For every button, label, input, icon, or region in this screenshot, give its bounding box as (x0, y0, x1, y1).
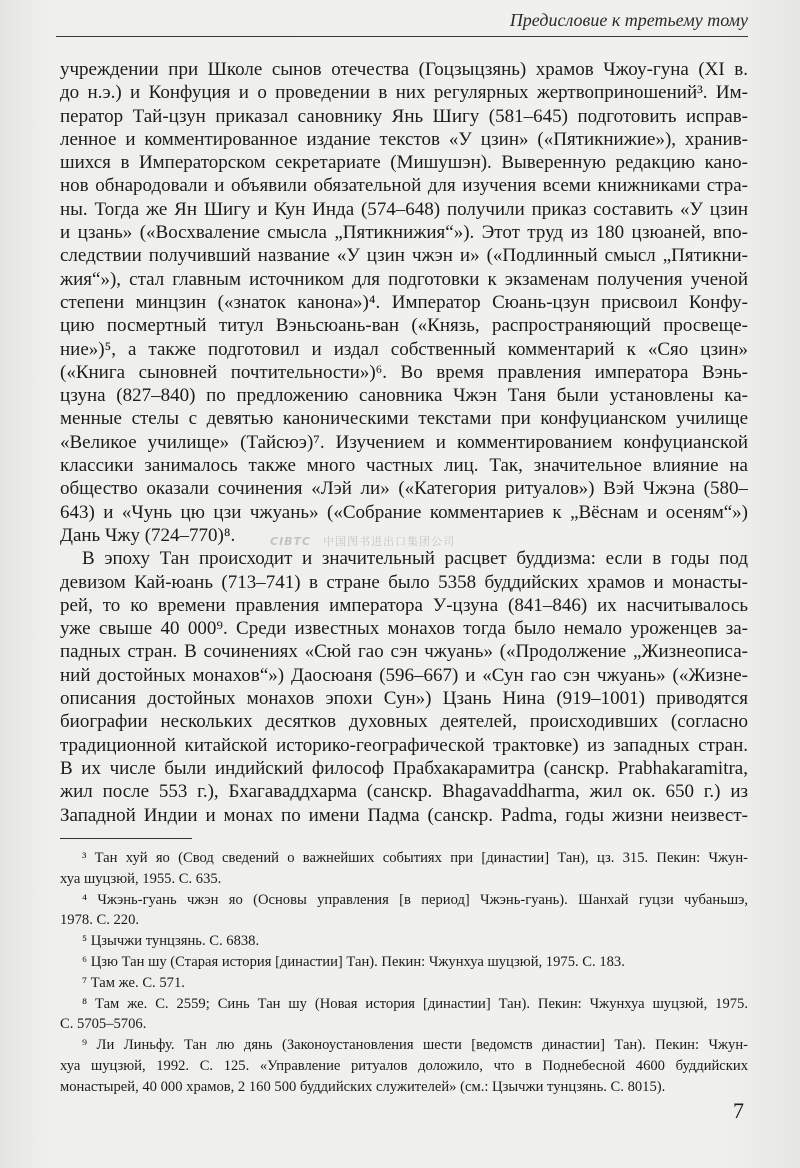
body-line: («Книга сыновней почтительности»)⁶. Во время правления императора Вэнь- (60, 361, 748, 383)
page-number: 7 (733, 1098, 744, 1123)
body-line: общество оказали сочинения «Лэй ли» («Категория ритуалов») Вэй Чжэна (580– (60, 478, 748, 500)
footnote-line: монастырей, 40 000 храмов, 2 160 500 буддийских служителей» (см.: Цзычжи тунцзянь. С. 8015). (60, 1078, 666, 1095)
body-line: цию посмертный титул Вэньсюань-ван («Князь, распространяющий просвеще- (60, 315, 748, 337)
body-line: и цзань» («Восхваление смысла „Пятикнижия“»). Этот труд из 180 цзюаней, впо- (60, 222, 748, 244)
footnotes (60, 848, 748, 1098)
body-line: учреждении при Школе сынов отечества (Гоцзыцзянь) храмов Чжоу-гуна (XI в. (60, 59, 748, 80)
main-text (60, 58, 748, 827)
footnote-line: С. 5705–5706. (60, 1016, 147, 1033)
footnote-line: ⁴ Чжэнь-гуань чжэн яо (Основы управления [в период] Чжэнь-гуань). Шанхай гуцзи чубаньшэ, (82, 891, 748, 908)
body-line: Западной Индии и монах по имени Падма (санскр. Padma, годы жизни неизвест- (60, 804, 748, 826)
body-line: нов обнародовали и объявили обязательной для изучения всеми книжниками стра- (60, 175, 748, 197)
body-line: следствии получивший название «У цзин чжэн и» («Подлинный смысл „Пятикни- (60, 245, 748, 267)
body-line: ны. Тогда же Ян Шигу и Кун Инда (574–648) получили приказ составить «У цзин (60, 198, 748, 220)
body-line: жил после 553 г.), Бхагаваддхарма (санскр. Bhagavaddharma, жил ок. 650 г.) из (60, 781, 748, 803)
footnote-line: ⁸ Там же. С. 2559; Синь Тан шу (Новая история [династии] Тан). Пекин: Чжунхуа шуцзюй, 1975. (82, 995, 748, 1012)
body-line: менные стелы с девятью каноническими текстами при конфуцианском училище (60, 408, 748, 430)
body-line: традиционной китайской историко-географической трактовке) из западных стран. (60, 734, 748, 756)
body-line: ператор Тай-цзун приказал сановнику Янь Шигу (581–645) подготовить исправ- (60, 105, 748, 127)
body-line: классики занималось также много частных лиц. Так, значительное влияние на (60, 455, 748, 477)
body-line: Дань Чжу (724–770)⁸. (60, 524, 236, 546)
watermark (270, 533, 455, 549)
body-line: ний достойных монахов“») Даосюаня (596–667) и «Сун гао сэн чжуань» («Жизне- (60, 664, 748, 686)
body-line: В их числе были индийский философ Прабхакарамитра (санскр. Prabhakaramitra, (60, 757, 748, 779)
footnote-line: ⁷ Там же. С. 571. (82, 974, 185, 991)
watermark-text: 中国图书进出口集团公司 (323, 535, 456, 548)
body-line: описания достойных монахов эпохи Сун») Цзань Нина (919–1001) приводятся (60, 688, 748, 710)
footnote-separator (60, 838, 192, 839)
body-line: падных стран. В сочинениях «Сюй гао сэн чжуань» («Продолжение „Жизнеописа- (60, 641, 748, 663)
body-line: до н.э.) и Конфуция и о проведении в них регулярных жертвоприношений³. Им- (60, 82, 748, 104)
running-head: Предисловие к третьему тому (509, 10, 748, 30)
footnote-line: хуа шуцзюй, 1955. С. 635. (60, 870, 222, 887)
body-line: цзуна (827–840) по предложению сановника Чжэн Таня были установлены ка- (60, 385, 748, 407)
body-line: девизом Кай-юань (713–741) в стране было 5358 буддийских храмов и монасты- (60, 571, 748, 593)
body-line: ние»)⁵, а также подготовил и издал собственный комментарий к «Сяо цзин» (60, 338, 748, 360)
body-line: шихся в Императорском секретариате (Мишушэн). Выверенную редакцию кано- (60, 152, 748, 174)
footnote-line: хуа шуцзюй, 1992. С. 125. «Управление ритуалов доложило, что в Поднебесной 4600 буддийских (60, 1057, 748, 1074)
body-line: степени минцзин («знаток канона»)⁴. Император Сюань-цзун присвоил Конфу- (60, 291, 748, 313)
body-line: рей, то ко времени правления императора У-цзуна (841–846) их насчитывалось (60, 594, 748, 616)
footnote-line: ⁶ Цзю Тан шу (Старая история [династии] Тан). Пекин: Чжунхуа шуцзюй, 1975. С. 183. (82, 953, 625, 970)
body-line: жия“»), стал главным источником для подготовки к экзаменам получения ученой (60, 268, 748, 290)
body-line: 643) и «Чунь цю цзи чжуань» («Собрание комментариев к „Вёснам и осеням“») (60, 501, 748, 523)
footnote-line: ⁹ Ли Линьфу. Тан лю дянь (Законоустановления шести [ведомств династии] Тан). Пекин: Чжун- (82, 1037, 748, 1054)
body-line: «Великое училище» (Тайсюэ)⁷. Изучением и комментированием конфуцианской (60, 431, 748, 453)
body-line: ленное и комментированное издание текстов «У цзин» («Пятикнижие»), хранив- (60, 128, 748, 150)
footnote-line: ³ Тан хуй яо (Свод сведений о важнейших событиях при [династии] Тан), цз. 315. Пекин: Чжун- (82, 850, 748, 866)
body-line: В эпоху Тан происходит и значительный расцвет буддизма: если в годы под (82, 548, 748, 570)
body-line: биографии нескольких десятков духовных деятелей, происходивших (согласно (60, 711, 748, 733)
footnote-line: ⁵ Цзычжи тунцзянь. С. 6838. (82, 933, 260, 950)
body-line: уже свыше 40 000⁹. Среди известных монахов тогда было немало уроженцев за- (60, 618, 748, 640)
header-rule (56, 36, 748, 37)
watermark-logo: CIBTC (270, 535, 312, 548)
footnote-line: 1978. С. 220. (60, 912, 140, 929)
